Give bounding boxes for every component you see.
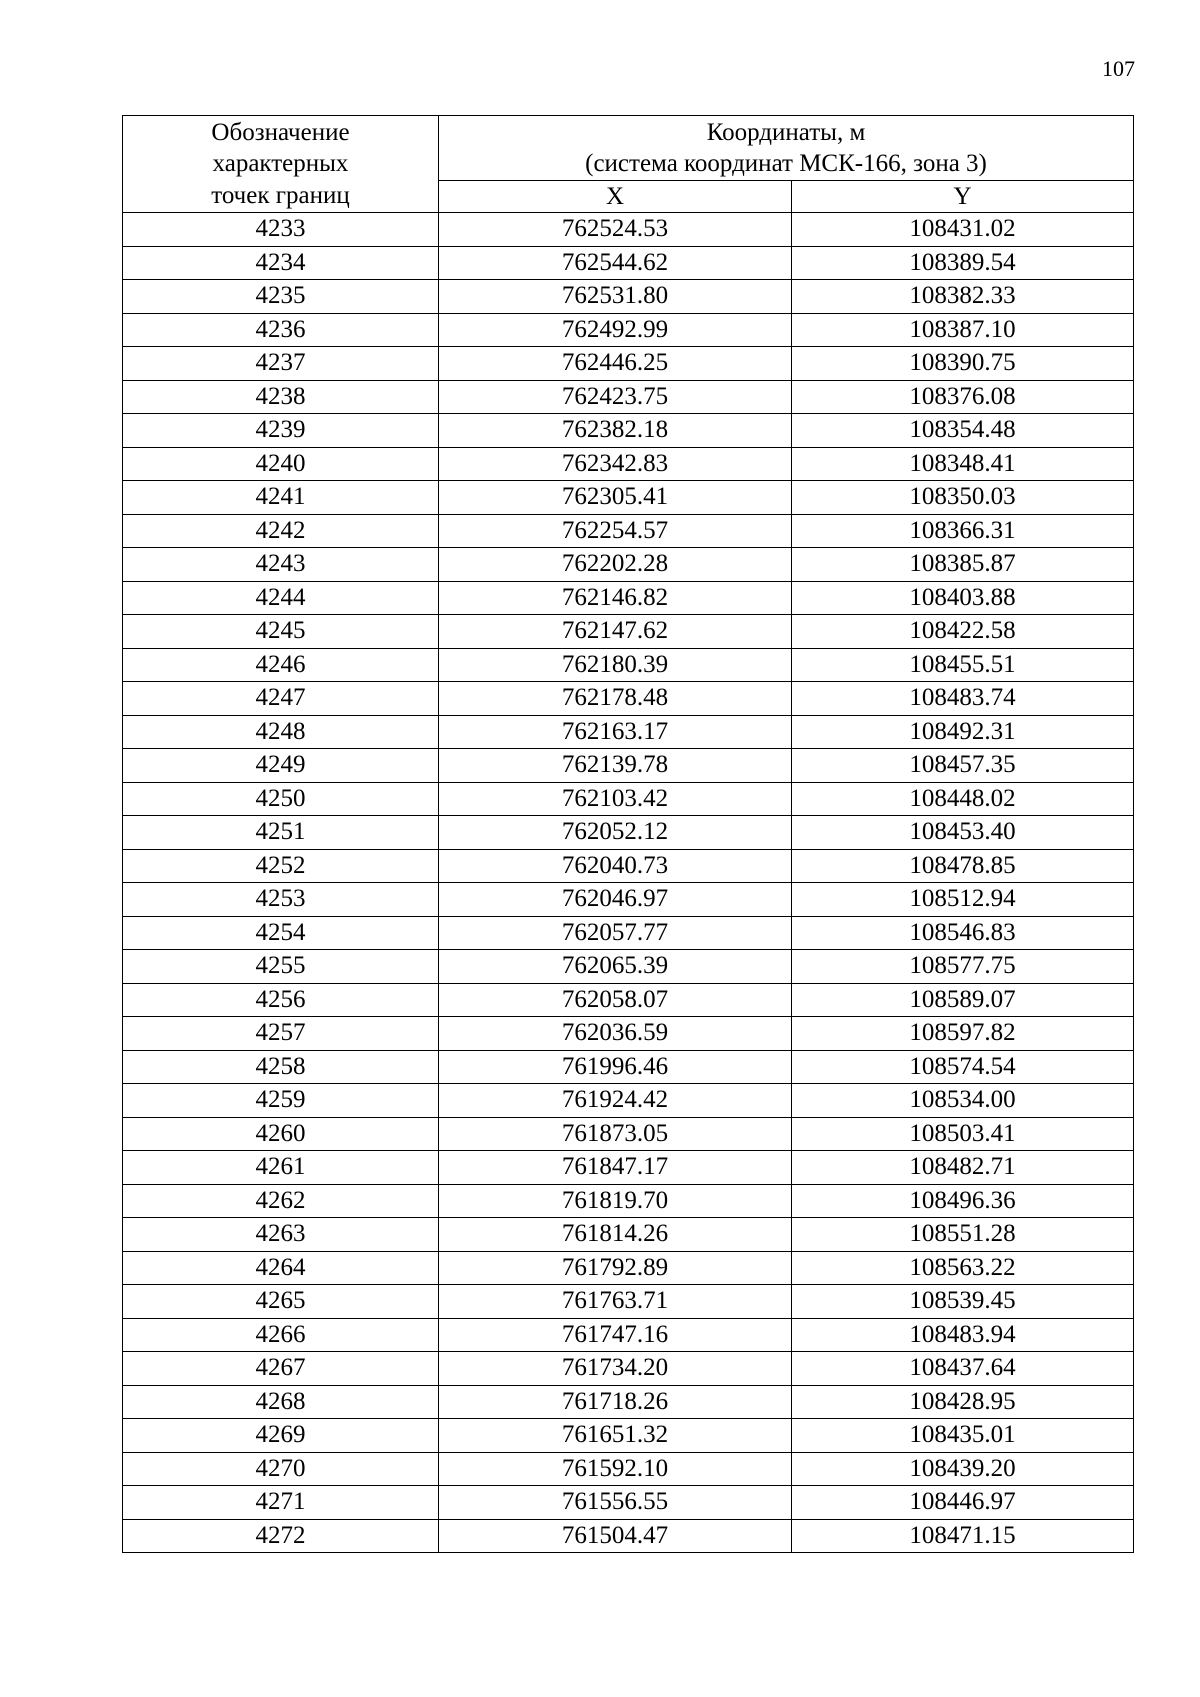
y-cell: 108403.88 bbox=[792, 581, 1134, 615]
table-row bbox=[123, 749, 1134, 783]
table-row bbox=[123, 1151, 1134, 1185]
x-cell: 761651.32 bbox=[439, 1419, 792, 1453]
coordinates-table bbox=[122, 115, 1134, 1553]
y-cell: 108446.97 bbox=[792, 1486, 1134, 1520]
x-cell: 762180.39 bbox=[439, 648, 792, 682]
table-row bbox=[123, 1184, 1134, 1218]
y-cell: 108482.71 bbox=[792, 1151, 1134, 1185]
y-cell: 108437.64 bbox=[792, 1352, 1134, 1386]
point-cell: 4234 bbox=[123, 246, 439, 280]
x-cell: 762103.42 bbox=[439, 782, 792, 816]
y-cell: 108457.35 bbox=[792, 749, 1134, 783]
y-cell: 108366.31 bbox=[792, 514, 1134, 548]
point-cell: 4235 bbox=[123, 280, 439, 314]
table-body bbox=[123, 213, 1134, 1553]
y-cell: 108422.58 bbox=[792, 615, 1134, 649]
y-cell: 108354.48 bbox=[792, 414, 1134, 448]
x-cell: 761718.26 bbox=[439, 1385, 792, 1419]
point-cell: 4246 bbox=[123, 648, 439, 682]
x-cell: 761792.89 bbox=[439, 1251, 792, 1285]
y-cell: 108428.95 bbox=[792, 1385, 1134, 1419]
x-cell: 762202.28 bbox=[439, 548, 792, 582]
x-cell: 761924.42 bbox=[439, 1084, 792, 1118]
y-cell: 108483.74 bbox=[792, 682, 1134, 716]
table-row bbox=[123, 1050, 1134, 1084]
y-cell: 108350.03 bbox=[792, 481, 1134, 515]
y-cell: 108546.83 bbox=[792, 916, 1134, 950]
table-row bbox=[123, 715, 1134, 749]
x-cell: 762524.53 bbox=[439, 213, 792, 247]
table-row bbox=[123, 983, 1134, 1017]
coordinates-group-header bbox=[439, 116, 1134, 181]
table-row bbox=[123, 1419, 1134, 1453]
x-cell: 762146.82 bbox=[439, 581, 792, 615]
point-cell: 4243 bbox=[123, 548, 439, 582]
x-cell: 762052.12 bbox=[439, 816, 792, 850]
point-cell: 4258 bbox=[123, 1050, 439, 1084]
point-cell: 4267 bbox=[123, 1352, 439, 1386]
point-cell: 4242 bbox=[123, 514, 439, 548]
x-cell: 762382.18 bbox=[439, 414, 792, 448]
point-cell: 4269 bbox=[123, 1419, 439, 1453]
x-cell: 762492.99 bbox=[439, 313, 792, 347]
point-cell: 4263 bbox=[123, 1218, 439, 1252]
point-cell: 4259 bbox=[123, 1084, 439, 1118]
table-row bbox=[123, 414, 1134, 448]
y-cell: 108471.15 bbox=[792, 1519, 1134, 1553]
point-cell: 4236 bbox=[123, 313, 439, 347]
x-cell: 762046.97 bbox=[439, 883, 792, 917]
table-row bbox=[123, 581, 1134, 615]
point-header-line-2: характерных bbox=[212, 150, 349, 178]
point-cell: 4250 bbox=[123, 782, 439, 816]
table-row bbox=[123, 1084, 1134, 1118]
table-row bbox=[123, 1486, 1134, 1520]
point-cell: 4271 bbox=[123, 1486, 439, 1520]
point-cell: 4238 bbox=[123, 380, 439, 414]
point-cell: 4253 bbox=[123, 883, 439, 917]
y-cell: 108389.54 bbox=[792, 246, 1134, 280]
table-row bbox=[123, 514, 1134, 548]
point-cell: 4244 bbox=[123, 581, 439, 615]
y-cell: 108455.51 bbox=[792, 648, 1134, 682]
table-row bbox=[123, 1251, 1134, 1285]
table-row bbox=[123, 1318, 1134, 1352]
point-cell: 4261 bbox=[123, 1151, 439, 1185]
x-cell: 762544.62 bbox=[439, 246, 792, 280]
x-cell: 762178.48 bbox=[439, 682, 792, 716]
point-cell: 4262 bbox=[123, 1184, 439, 1218]
point-cell: 4257 bbox=[123, 1017, 439, 1051]
table-row bbox=[123, 1285, 1134, 1319]
x-cell: 762305.41 bbox=[439, 481, 792, 515]
point-cell: 4265 bbox=[123, 1285, 439, 1319]
x-cell: 762446.25 bbox=[439, 347, 792, 381]
point-cell: 4237 bbox=[123, 347, 439, 381]
table-row bbox=[123, 950, 1134, 984]
y-cell: 108577.75 bbox=[792, 950, 1134, 984]
y-cell: 108563.22 bbox=[792, 1251, 1134, 1285]
x-cell: 762139.78 bbox=[439, 749, 792, 783]
point-cell: 4255 bbox=[123, 950, 439, 984]
x-cell: 761873.05 bbox=[439, 1117, 792, 1151]
x-cell: 761763.71 bbox=[439, 1285, 792, 1319]
x-cell: 762057.77 bbox=[439, 916, 792, 950]
y-cell: 108439.20 bbox=[792, 1452, 1134, 1486]
y-cell: 108597.82 bbox=[792, 1017, 1134, 1051]
table-row bbox=[123, 1519, 1134, 1553]
point-cell: 4256 bbox=[123, 983, 439, 1017]
table-row bbox=[123, 1452, 1134, 1486]
y-cell: 108387.10 bbox=[792, 313, 1134, 347]
x-cell: 762058.07 bbox=[439, 983, 792, 1017]
x-cell: 761819.70 bbox=[439, 1184, 792, 1218]
table-row bbox=[123, 1218, 1134, 1252]
x-cell: 762342.83 bbox=[439, 447, 792, 481]
point-cell: 4245 bbox=[123, 615, 439, 649]
y-cell: 108376.08 bbox=[792, 380, 1134, 414]
y-cell: 108512.94 bbox=[792, 883, 1134, 917]
x-cell: 762254.57 bbox=[439, 514, 792, 548]
table-row bbox=[123, 849, 1134, 883]
table-row bbox=[123, 280, 1134, 314]
point-column-header bbox=[123, 116, 439, 213]
table-row bbox=[123, 548, 1134, 582]
y-cell: 108589.07 bbox=[792, 983, 1134, 1017]
y-cell: 108496.36 bbox=[792, 1184, 1134, 1218]
coords-header-line-1: Координаты, м bbox=[706, 119, 866, 146]
point-cell: 4272 bbox=[123, 1519, 439, 1553]
x-cell: 762040.73 bbox=[439, 849, 792, 883]
point-cell: 4270 bbox=[123, 1452, 439, 1486]
table-row bbox=[123, 615, 1134, 649]
point-cell: 4249 bbox=[123, 749, 439, 783]
x-cell: 761747.16 bbox=[439, 1318, 792, 1352]
point-cell: 4248 bbox=[123, 715, 439, 749]
y-cell: 108435.01 bbox=[792, 1419, 1134, 1453]
x-cell: 761734.20 bbox=[439, 1352, 792, 1386]
y-cell: 108382.33 bbox=[792, 280, 1134, 314]
point-cell: 4251 bbox=[123, 816, 439, 850]
table-row bbox=[123, 313, 1134, 347]
y-cell: 108534.00 bbox=[792, 1084, 1134, 1118]
y-cell: 108503.41 bbox=[792, 1117, 1134, 1151]
y-cell: 108483.94 bbox=[792, 1318, 1134, 1352]
y-cell: 108478.85 bbox=[792, 849, 1134, 883]
x-cell: 761504.47 bbox=[439, 1519, 792, 1553]
x-cell: 762423.75 bbox=[439, 380, 792, 414]
table-row bbox=[123, 1117, 1134, 1151]
point-cell: 4233 bbox=[123, 213, 439, 247]
y-cell: 108453.40 bbox=[792, 816, 1134, 850]
table-row bbox=[123, 447, 1134, 481]
point-cell: 4266 bbox=[123, 1318, 439, 1352]
x-cell: 761592.10 bbox=[439, 1452, 792, 1486]
point-cell: 4247 bbox=[123, 682, 439, 716]
x-cell: 762065.39 bbox=[439, 950, 792, 984]
table-row bbox=[123, 380, 1134, 414]
point-cell: 4264 bbox=[123, 1251, 439, 1285]
point-cell: 4254 bbox=[123, 916, 439, 950]
table-row bbox=[123, 782, 1134, 816]
x-column-header: X bbox=[439, 181, 792, 213]
table-row bbox=[123, 347, 1134, 381]
y-cell: 108390.75 bbox=[792, 347, 1134, 381]
point-cell: 4240 bbox=[123, 447, 439, 481]
table-row bbox=[123, 916, 1134, 950]
table-row bbox=[123, 682, 1134, 716]
x-cell: 762036.59 bbox=[439, 1017, 792, 1051]
table-header bbox=[123, 116, 1134, 213]
y-cell: 108448.02 bbox=[792, 782, 1134, 816]
x-cell: 761996.46 bbox=[439, 1050, 792, 1084]
table-row bbox=[123, 1017, 1134, 1051]
x-cell: 761814.26 bbox=[439, 1218, 792, 1252]
y-cell: 108574.54 bbox=[792, 1050, 1134, 1084]
x-cell: 761556.55 bbox=[439, 1486, 792, 1520]
table-row bbox=[123, 816, 1134, 850]
point-header-line-3: точек границ bbox=[211, 181, 350, 209]
table-row bbox=[123, 213, 1134, 247]
coords-header-line-2: (система координат МСК-166, зона 3) bbox=[585, 150, 987, 177]
y-cell: 108551.28 bbox=[792, 1218, 1134, 1252]
x-cell: 762163.17 bbox=[439, 715, 792, 749]
y-cell: 108431.02 bbox=[792, 213, 1134, 247]
point-cell: 4260 bbox=[123, 1117, 439, 1151]
point-cell: 4241 bbox=[123, 481, 439, 515]
table-row bbox=[123, 1352, 1134, 1386]
table-row bbox=[123, 648, 1134, 682]
point-cell: 4239 bbox=[123, 414, 439, 448]
y-cell: 108492.31 bbox=[792, 715, 1134, 749]
table-row bbox=[123, 481, 1134, 515]
y-cell: 108539.45 bbox=[792, 1285, 1134, 1319]
table-row bbox=[123, 246, 1134, 280]
x-cell: 762147.62 bbox=[439, 615, 792, 649]
y-cell: 108385.87 bbox=[792, 548, 1134, 582]
table-row bbox=[123, 1385, 1134, 1419]
point-cell: 4252 bbox=[123, 849, 439, 883]
page-number: 107 bbox=[1102, 56, 1135, 81]
point-cell: 4268 bbox=[123, 1385, 439, 1419]
x-cell: 762531.80 bbox=[439, 280, 792, 314]
y-cell: 108348.41 bbox=[792, 447, 1134, 481]
y-column-header: Y bbox=[792, 181, 1134, 213]
point-header-line-1: Обозначение bbox=[211, 118, 350, 146]
table-row bbox=[123, 883, 1134, 917]
x-cell: 761847.17 bbox=[439, 1151, 792, 1185]
